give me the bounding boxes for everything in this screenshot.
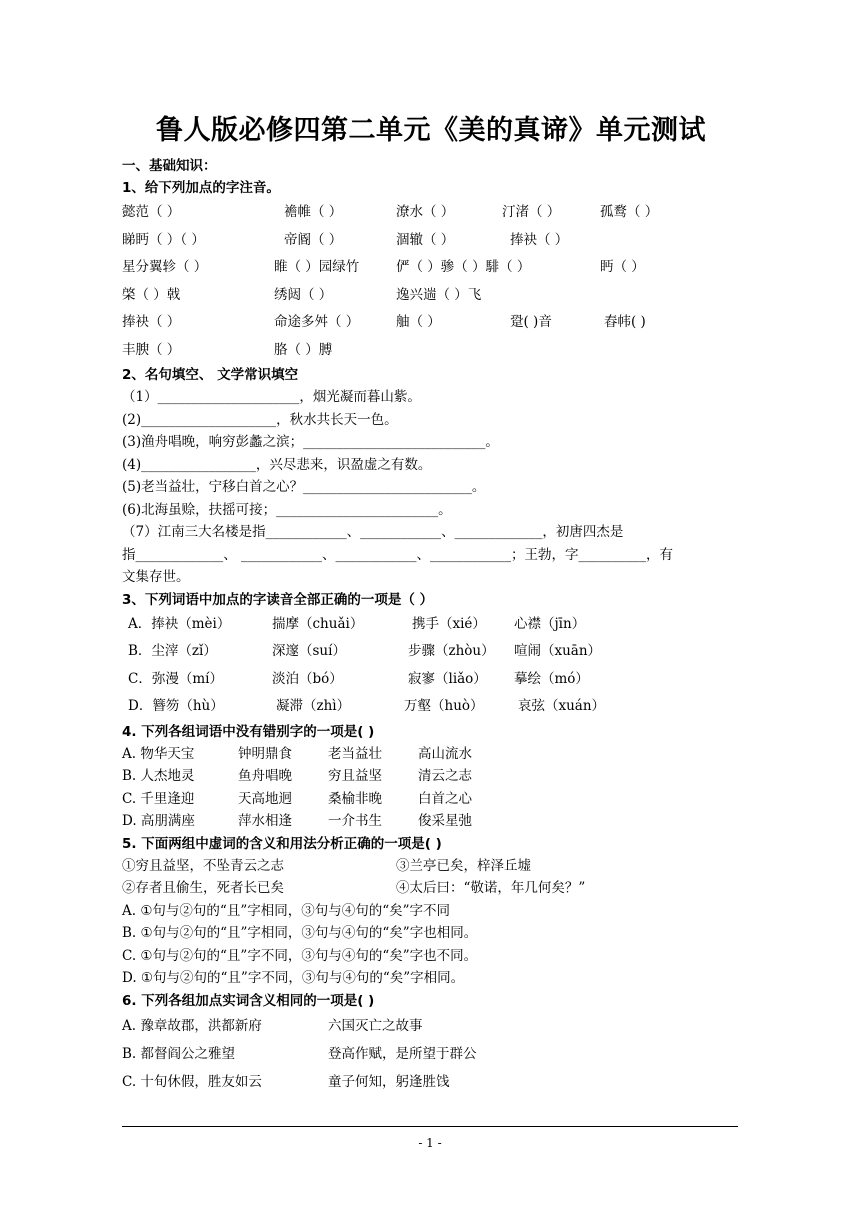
option-item: 登高作赋，是所望于群公 (328, 1045, 477, 1062)
option-item: 一介书生 (328, 813, 382, 829)
option-item: A. 物华天宝 (122, 745, 195, 762)
q2-line: 指_____________、 ____________、____________、____________；王勃，字__________，有 (122, 546, 674, 563)
option-item: 鱼舟唱晚 (238, 768, 292, 784)
option-item: 穷且益坚 (328, 768, 382, 784)
option-item: 六国灭亡之故事 (328, 1017, 423, 1034)
q5-option: A. ①句与②句的“且”字相同，③句与④句的“矣”字不同 (122, 902, 451, 919)
option-item: 高山流水 (418, 745, 472, 762)
q2-line: （7）江南三大名楼是指____________、____________、_____________，初唐四杰是 (122, 524, 624, 540)
q1-row (122, 337, 740, 365)
q5-option: D. ①句与②句的“且”字不同，③句与④句的“矣”字相同。 (122, 970, 465, 986)
q1-item: 汀渚（ ） (502, 204, 561, 220)
q1-item: 涸辙（ ） (396, 231, 455, 248)
q1-heading: 1、给下列加点的字注音。 (122, 180, 280, 196)
sentence-item: ②存者且偷生，死者长已矣 (122, 880, 284, 896)
option-item: 白首之心 (418, 790, 472, 807)
footer-divider (122, 1126, 738, 1127)
option-item: B．尘滓（zǐ） (128, 643, 217, 659)
q1-item: 帝阍（ ） (284, 231, 343, 248)
q2-line: (2)____________________，秋水共长天一色。 (122, 411, 398, 428)
q1-item: 孤鹜（ ） (600, 204, 659, 220)
q4-option (122, 765, 740, 788)
q1-item: 命途多舛（ ） (274, 314, 360, 330)
q1-item: 睇眄（ ）（ ） (122, 231, 205, 248)
q1-row (122, 309, 740, 337)
option-item: 哀弦（xuán） (518, 698, 606, 714)
q3-option (122, 611, 740, 639)
q1-row (122, 199, 740, 227)
q3-heading: 3、下列词语中加点的字读音全部正确的一项是（ ） (122, 591, 434, 608)
document-body (122, 108, 740, 1096)
q1-row (122, 254, 740, 282)
part-heading: 一、基础知识： (122, 158, 217, 174)
page-title: 鲁人版必修四第二单元《美的真谛》单元测试 (156, 115, 706, 146)
option-item: 钟明鼎食 (238, 745, 292, 762)
q6-heading: 6. 下列各组加点实词含义相同的一项是( ) (122, 992, 375, 1009)
q6-option (122, 1012, 740, 1040)
option-item: 步骤（zhòu） (408, 643, 495, 659)
sentence-item: ④太后曰：“敬诺，年几何矣？” (396, 880, 586, 896)
q3-option (122, 666, 740, 694)
option-item: 桑榆非晚 (328, 790, 382, 807)
q1-item: 棨（ ）戟 (122, 286, 181, 303)
q1-item: 捧袂（ ） (122, 314, 181, 330)
q2-line: (4)_________________，兴尽悲来，识盈虚之有数。 (122, 456, 432, 473)
q1-item: 俨（ ）骖（ ）騑（ ） (396, 259, 531, 275)
q2-line: (6)北海虽赊，扶摇可接；________________________。 (122, 501, 452, 518)
sentence-item: ①穷且益坚，不坠青云之志 (122, 857, 284, 874)
option-item: 万壑（huò） (404, 698, 484, 714)
q2-line: 文集存世。 (122, 569, 190, 585)
q1-item: 眄（ ） (600, 259, 645, 275)
q2-heading: 2、名句填空、 文学常识填空 (122, 367, 299, 383)
option-item: 淡泊（bó） (272, 670, 343, 687)
option-item: 喧闹（xuān） (514, 643, 602, 659)
q4-option (122, 788, 740, 811)
q2-line: (5)老当益壮，宁移白首之心？_________________________。 (122, 479, 486, 495)
option-item: 摹绘（mó） (514, 670, 589, 687)
option-item: 深邃（suí） (272, 643, 346, 659)
option-item: 寂寥（liǎo） (408, 670, 487, 687)
option-item: 携手（xié） (412, 615, 486, 632)
option-item: 俊采星弛 (418, 813, 472, 829)
option-item: B. 人杰地灵 (122, 768, 195, 784)
sentence-item: ③兰亭已矣，梓泽丘墟 (396, 857, 531, 874)
option-item: 童子何知，躬逢胜饯 (328, 1073, 450, 1090)
option-item: C. 千里逢迎 (122, 790, 195, 807)
page-number: - 1 - (418, 1136, 442, 1150)
q4-option (122, 743, 740, 766)
q1-item: 舂帏( ) (604, 314, 646, 330)
q1-item: 胳（ ）膊 (274, 341, 333, 358)
option-item: 揣摩（chuǎi） (272, 615, 364, 632)
q4-option (122, 810, 740, 833)
option-item: A. 豫章故郡，洪都新府 (122, 1017, 262, 1034)
q1-item: 星分翼轸（ ） (122, 259, 208, 275)
option-item: 凝滞（zhì） (276, 698, 351, 714)
option-item: 萍水相逢 (238, 813, 292, 829)
option-item: A．捧袂（mèi） (128, 615, 231, 632)
option-item: D．簪笏（hù） (128, 698, 224, 714)
q5-sentence-row (122, 855, 740, 878)
q6-option (122, 1040, 740, 1068)
q3-option (122, 638, 740, 666)
q1-item: 潦水（ ） (396, 204, 455, 220)
q6-option (122, 1068, 740, 1096)
option-item: 老当益壮 (328, 745, 382, 762)
option-item: 清云之志 (418, 768, 472, 784)
q5-option: B. ①句与②句的“且”字相同，③句与④句的“矣”字也相同。 (122, 925, 478, 941)
q1-item: 懿范（ ） (122, 204, 181, 220)
option-item: C. 十旬休假，胜友如云 (122, 1073, 262, 1090)
q5-sentence-row (122, 877, 740, 900)
q1-item: 丰腴（ ） (122, 341, 181, 358)
q4-heading: 4. 下列各组词语中没有错别字的一项是( ) (122, 723, 375, 740)
q1-item: 襜帷（ ） (284, 204, 343, 220)
option-item: B. 都督阎公之雅望 (122, 1045, 236, 1062)
option-item: 天高地迥 (238, 790, 292, 807)
q1-row (122, 282, 740, 310)
q3-option (122, 693, 740, 721)
option-item: D. 高朋满座 (122, 813, 195, 829)
q5-heading: 5. 下面两组中虚词的含义和用法分析正确的一项是( ) (122, 835, 442, 852)
q1-item: 舳（ ） (396, 314, 441, 330)
q1-item: 逸兴遄（ ）飞 (396, 286, 482, 303)
q2-line: （1）_____________________，烟光凝而暮山紫。 (122, 389, 421, 405)
q1-row (122, 227, 740, 255)
option-item: C．弥漫（mí） (128, 670, 223, 687)
q1-item: 睢（ ）园绿竹 (274, 259, 360, 275)
q2-line: (3)渔舟唱晚，响穷彭蠡之滨；___________________________。 (122, 434, 499, 450)
q1-item: 跫( )音 (510, 314, 552, 330)
q1-item: 捧袂（ ） (510, 231, 569, 248)
q1-item: 绣闼（ ） (274, 286, 333, 303)
option-item: 心襟（jīn） (514, 615, 586, 632)
q5-option: C. ①句与②句的“且”字不同，③句与④句的“矣”字也不同。 (122, 947, 478, 964)
